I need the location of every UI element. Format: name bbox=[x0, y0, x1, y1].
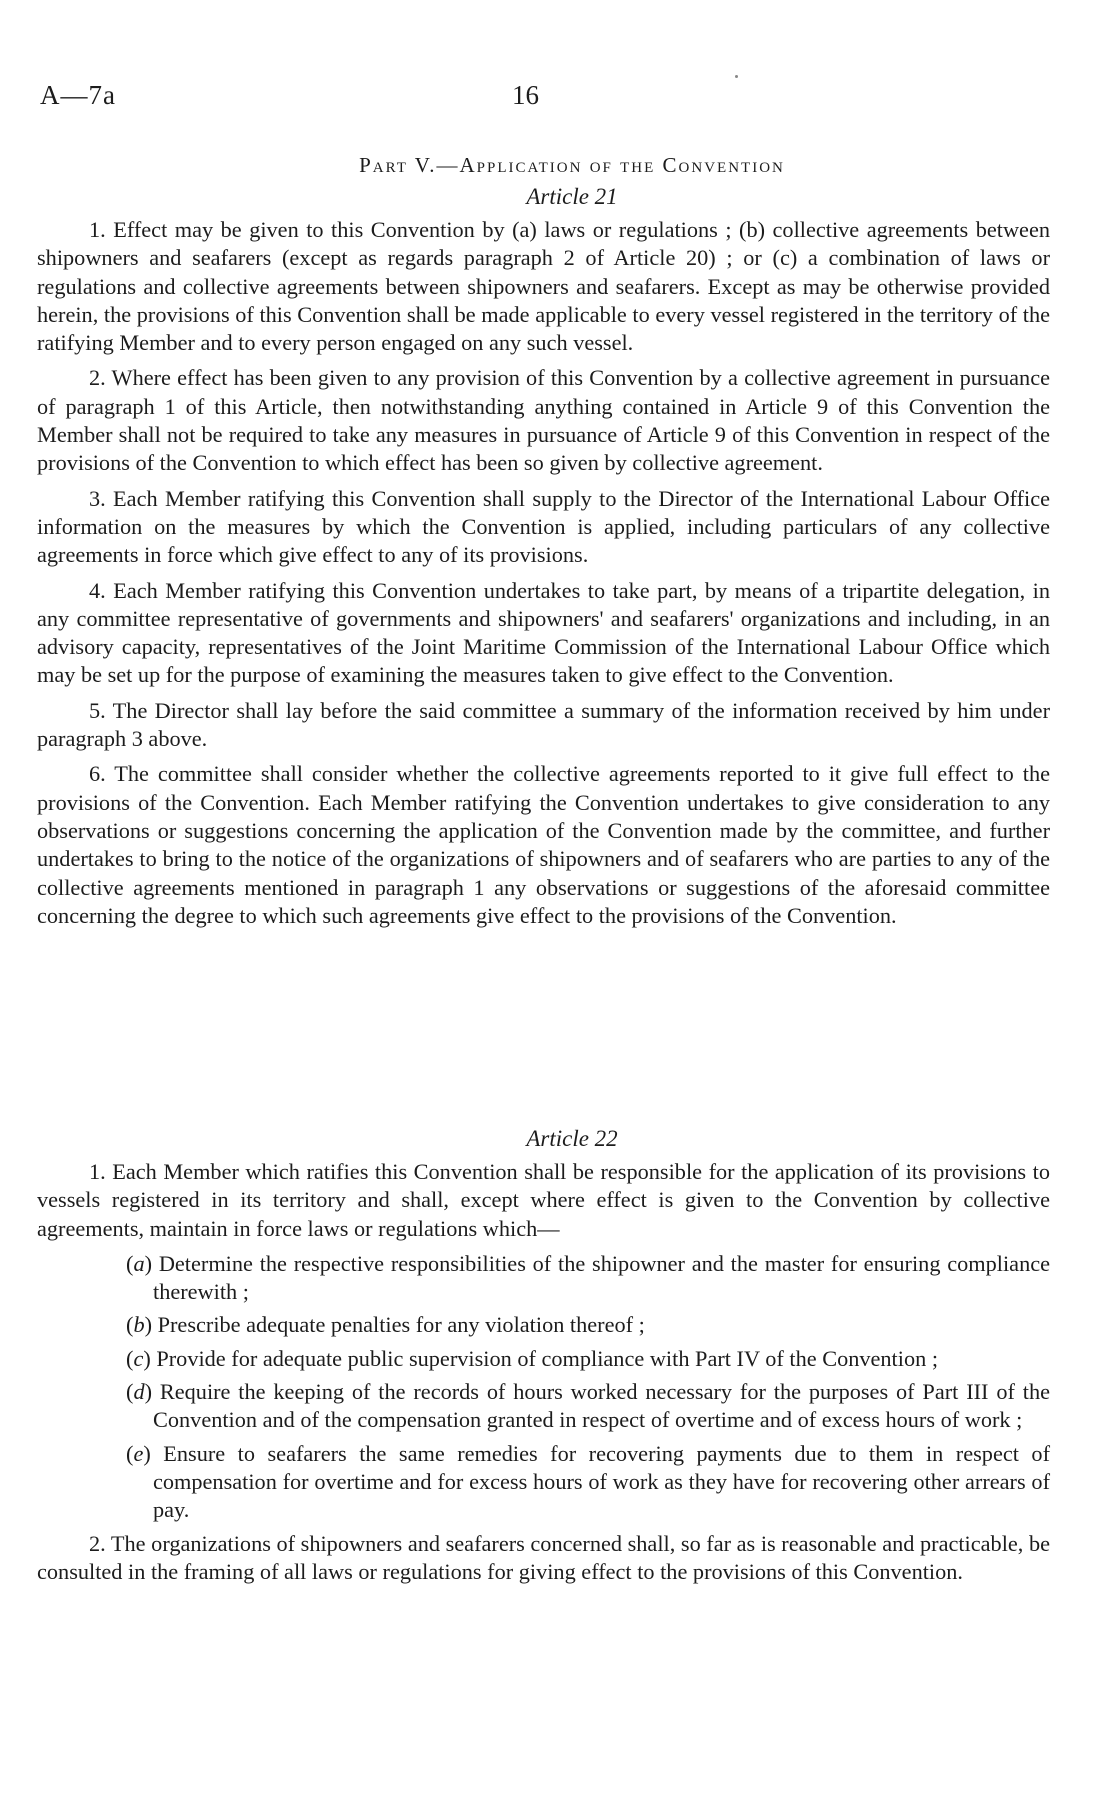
article-21-paragraph-3: 3. Each Member ratifying this Convention shall supply to the Director of the International Labour Office information on the measures by which the Convention is applied, including particulars of any collective agreements in force which give effect to any of its provisions. bbox=[37, 485, 1050, 568]
article-22-item-d: (d) Require the keeping of the records of hours worked necessary for the purposes of Part III of the Convention and of the compensation granted in respect of overtime and of excess hours of work ; bbox=[126, 1379, 1050, 1433]
article-21-paragraph-5: 5. The Director shall lay before the said committee a summary of the information received by him under paragraph 3 above. bbox=[37, 697, 1050, 752]
article-22-paragraph-2: 2. The organizations of shipowners and seafarers concerned shall, so far as is reasonable and practicable, be consulted in the framing of all laws or regulations for giving effect to the provisions of this Convention. bbox=[37, 1530, 1050, 1584]
article-22-item-b: (b) Prescribe adequate penalties for any violation thereof ; bbox=[126, 1312, 645, 1338]
item-a-text: Determine the respective responsibilities of the shipowner and the master for ensuring compliance therewith ; bbox=[153, 1250, 1051, 1305]
item-c-label: c bbox=[133, 1345, 144, 1371]
article-21-title: Article 21 bbox=[526, 184, 618, 209]
document-code: A—7a bbox=[40, 80, 116, 110]
part-heading: Part V.—Application of the Convention bbox=[359, 153, 785, 177]
article-22-sub-items bbox=[37, 1250, 1050, 1525]
article-21-paragraph-4: 4. Each Member ratifying this Convention undertakes to take part, by means of a tripartite delegation, in any committee representative of governments and shipowners' and seafarers' organizations and including, in an advisory capacity, representatives of the Joint Maritime Commission of the International Labour Office which may be set up for the purpose of examining the measures taken to give effect to the Convention. bbox=[37, 577, 1050, 688]
article-22-paragraph-1: 1. Each Member which ratifies this Convention shall be responsible for the application of its provisions to vessels registered in its territory and shall, except where effect is given to the Convention by collective agreements, maintain in force laws or regulations which— bbox=[37, 1159, 1050, 1241]
scan-speck bbox=[735, 75, 738, 78]
article-22-body bbox=[37, 1158, 1050, 1593]
item-b-label: b bbox=[133, 1312, 145, 1338]
item-e-text: Ensure to seafarers the same remedies for recovering payments due to them in respect of compensation for overtime and for excess hours of work as they have for recovering other arrears of pay. bbox=[153, 1440, 1051, 1523]
article-21-paragraph-6: 6. The committee shall consider whether the collective agreements reported to it give full effect to the provisions of the Convention. Each Member ratifying the Convention undertakes to give consideration to any observations or suggestions concerning the application of the Convention made by the committee, and further undertakes to bring to the notice of the organizations of shipowners and of seafarers who are parties to any of the collective agreements mentioned in paragraph 1 any observations or suggestions of the aforesaid committee concerning the degree to which such agreements give effect to the provisions of the Convention. bbox=[37, 761, 1050, 928]
article-21-body bbox=[37, 216, 1050, 937]
article-22-item-c: (c) Provide for adequate public supervision of compliance with Part IV of the Convention ; bbox=[126, 1345, 939, 1371]
item-a-label: a bbox=[133, 1250, 145, 1276]
item-b-text: Prescribe adequate penalties for any violation thereof ; bbox=[157, 1312, 645, 1338]
item-e-label: e bbox=[133, 1440, 144, 1466]
item-c-text: Provide for adequate public supervision of compliance with Part IV of the Convention ; bbox=[156, 1345, 939, 1371]
article-21-paragraph-2: 2. Where effect has been given to any provision of this Convention by a collective agreement in pursuance of paragraph 1 of this Article, then notwithstanding anything contained in Article 9 of this Convention the Member shall not be required to take any measures in pursuance of Article 9 of this Convention in respect of the provisions of the Convention to which effect has been so given by collective agreement. bbox=[37, 365, 1050, 476]
item-d-text: Require the keeping of the records of hours worked necessary for the purposes of Part III of the Convention and of the compensation granted in respect of overtime and of excess hours of work ; bbox=[153, 1379, 1050, 1433]
article-22-title: Article 22 bbox=[526, 1126, 618, 1151]
article-22-item-e: (e) Ensure to seafarers the same remedies for recovering payments due to them in respect of compensation for overtime and for excess hours of work as they have for recovering other arrears of pay. bbox=[126, 1440, 1051, 1523]
article-21-paragraph-1: 1. Effect may be given to this Convention by (a) laws or regulations ; (b) collective agreements between shipowners and seafarers (except as regards paragraph 2 of Article 20) ; or (c) a combination of laws or regulations and collective agreements between shipowners and seafarers. Except as may be otherwise provided herein, the provisions of this Convention shall be made applicable to every vessel registered in the territory of the ratifying Member and to every person engaged on any such vessel. bbox=[37, 217, 1050, 356]
item-d-label: d bbox=[133, 1379, 145, 1405]
page-number: 16 bbox=[512, 80, 539, 110]
article-22-item-a: (a) Determine the respective responsibilities of the shipowner and the master for ensuring compliance therewith ; bbox=[126, 1250, 1051, 1305]
